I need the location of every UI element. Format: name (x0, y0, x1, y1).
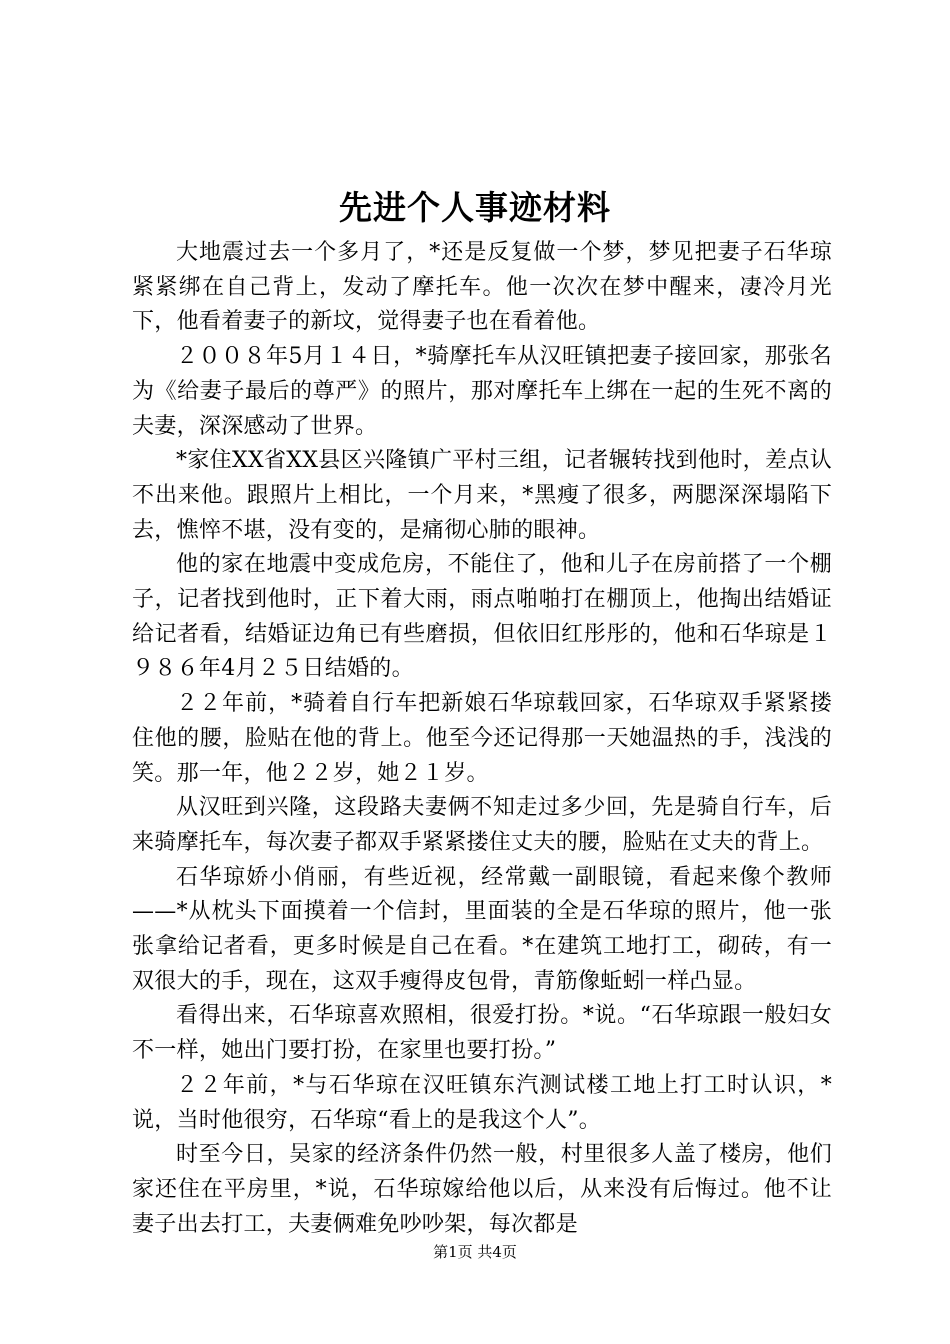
paragraph: 看得出来，石华琼喜欢照相，很爱打扮。*说。“石华琼跟一般妇女不一样，她出门要打扮，在家里也要打扮。” (132, 1003, 832, 1064)
paragraph: *家住XX省XX县区兴隆镇广平村三组，记者辗转找到他时，差点认不出来他。跟照片上相比，一个月来，*黑瘦了很多，两腮深深塌陷下去，憔悴不堪，没有变的，是痛彻心肺的眼神。 (132, 448, 832, 543)
paragraph: 从汉旺到兴隆，这段路夫妻俩不知走过多少回，先是骑自行车，后来骑摩托车，每次妻子都双手紧紧搂住丈夫的腰，脸贴在丈夫的背上。 (132, 795, 832, 855)
paragraph: ２００８年5月１４日，*骑摩托车从汉旺镇把妻子接回家，那张名为《给妻子最后的尊严》的照片，那对摩托车上绑在一起的生死不离的夫妻，深深感动了世界。 (132, 344, 832, 439)
page-indicator: 第1页 共4页 (433, 1243, 517, 1261)
document-title: 先进个人事迹材料 (339, 188, 611, 227)
document-body (132, 236, 832, 1242)
paragraph: 他的家在地震中变成危房，不能住了，他和儿子在房前搭了一个棚子，记者找到他时，正下着大雨，雨点啪啪打在棚顶上，他掏出结婚证给记者看，结婚证边角已有些磨损，但依旧红彤彤的，他和石华琼是１９８６年4月２５日结婚的。 (132, 552, 832, 682)
paragraph: 大地震过去一个多月了，*还是反复做一个梦，梦见把妻子石华琼紧紧绑在自己背上，发动了摩托车。他一次次在梦中醒来，凄冷月光下，他看着妻子的新坟，觉得妻子也在看着他。 (132, 240, 832, 335)
paragraph: ２２年前，*骑着自行车把新娘石华琼载回家，石华琼双手紧紧搂住他的腰，脸贴在他的背上。他至今还记得那一天她温热的手，浅浅的笑。那一年，他２２岁，她２１岁。 (132, 691, 832, 786)
paragraph: 时至今日，吴家的经济条件仍然一般，村里很多人盖了楼房，他们家还住在平房里，*说，石华琼嫁给他以后，从来没有后悔过。他不让妻子出去打工，夫妻俩难免吵吵架，每次都是 (132, 1142, 832, 1237)
paragraph: 石华琼娇小俏丽，有些近视，经常戴一副眼镜，看起来像个教师——*从枕头下面摸着一个信封，里面装的全是石华琼的照片，他一张张拿给记者看，更多时候是自己在看。*在建筑工地打工，砌砖，有一双很大的手，现在，这双手瘦得皮包骨，青筋像蚯蚓一样凸显。 (132, 864, 832, 994)
paragraph: ２２年前，*与石华琼在汉旺镇东汽测试楼工地上打工时认识，*说，当时他很穷，石华琼“看上的是我这个人”。 (132, 1072, 832, 1133)
